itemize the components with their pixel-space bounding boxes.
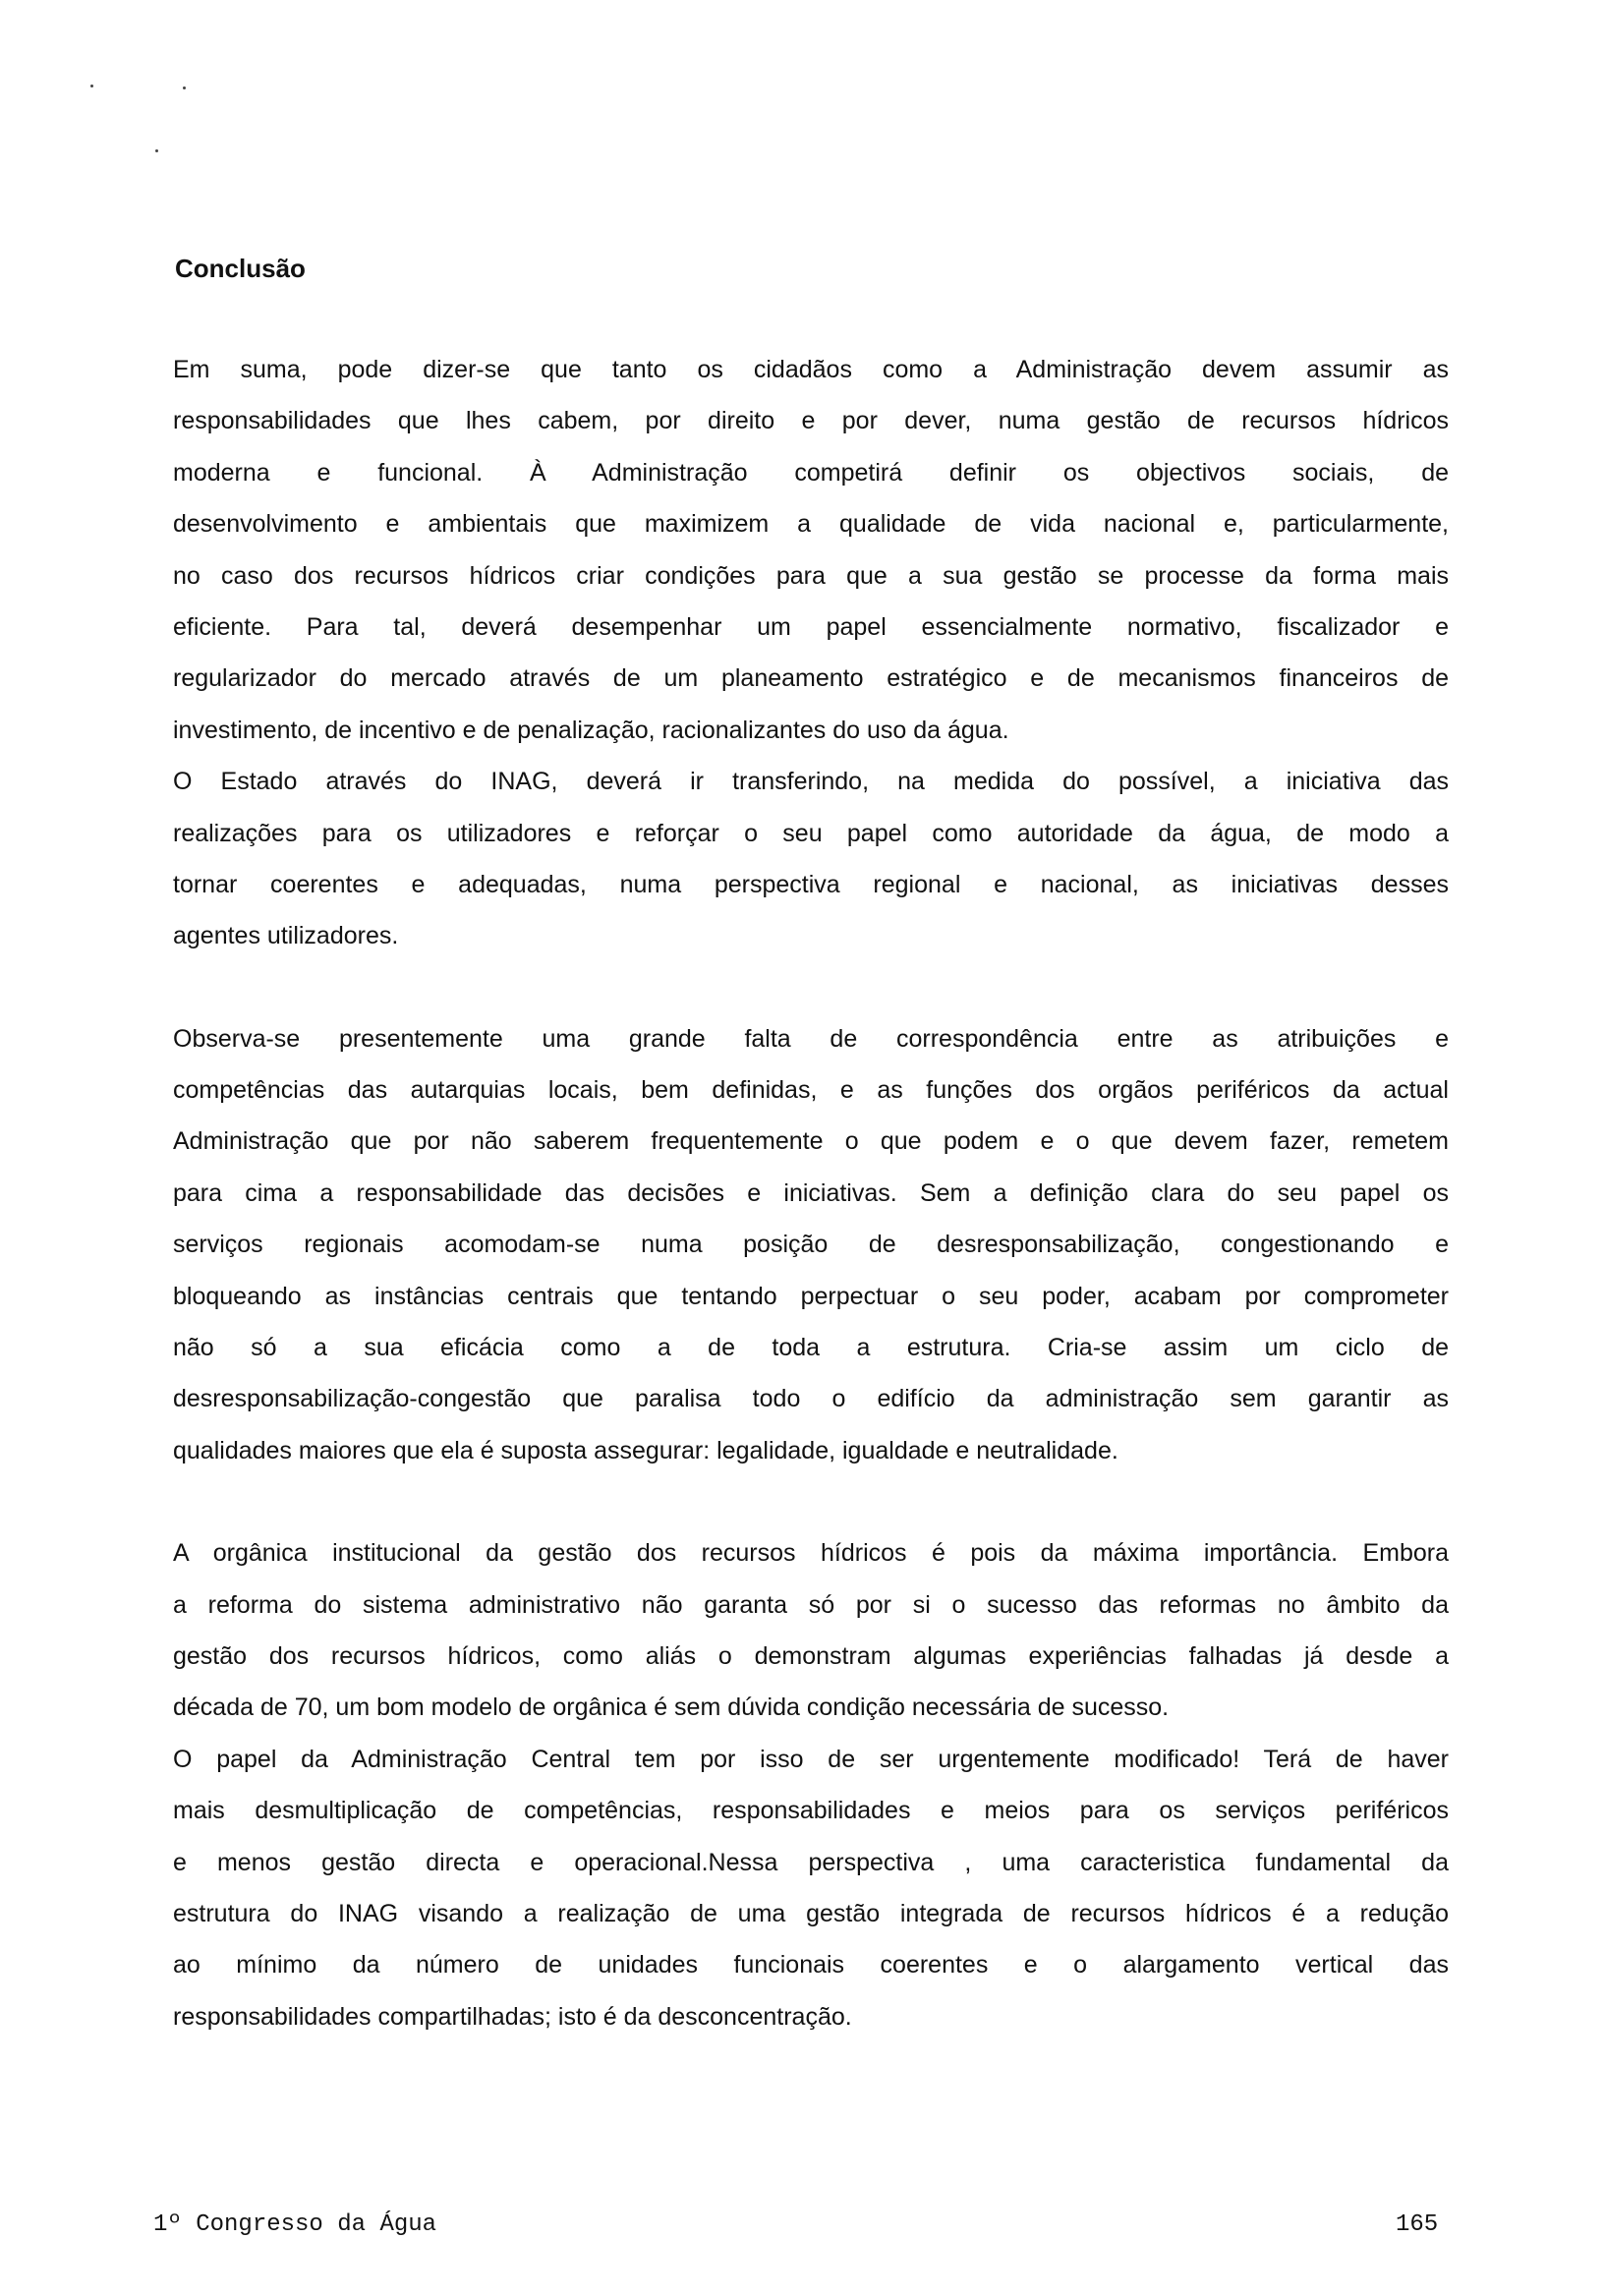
text-line: investimento, de incentivo e de penalização, racionalizantes do uso da água. [173,716,1009,744]
text-line: a reforma do sistema administrativo não garanta só por si o sucesso das reformas no âmbito da [173,1590,1449,1619]
text-line: realizações para os utilizadores e reforçar o seu papel como autoridade da água, de modo a [173,819,1449,847]
text-line: década de 70, um bom modelo de orgânica é sem dúvida condição necessária de sucesso. [173,1693,1170,1722]
text-line: qualidades maiores que ela é suposta assegurar: legalidade, igualdade e neutralidade. [173,1436,1118,1464]
text-line: tornar coerentes e adequadas, numa perspectiva regional e nacional, as iniciativas desses [173,870,1449,898]
text-line: ao mínimo da número de unidades funcionais coerentes e o alargamento vertical das [173,1951,1449,1980]
text-line: desenvolvimento e ambientais que maximizem a qualidade de vida nacional e, particularmente, [173,510,1449,539]
text-line: serviços regionais acomodam-se numa posição de desresponsabilização, congestionando e [173,1231,1449,1259]
text-line: bloqueando as instâncias centrais que tentando perpectuar o seu poder, acabam por comprometer [173,1282,1449,1310]
scan-speck [155,149,158,152]
paragraph [173,344,1449,962]
text-line: Em suma, pode dizer-se que tanto os cidadãos como a Administração devem assumir as [173,356,1449,383]
text-line: moderna e funcional. À Administração competirá definir os objectivos sociais, de [173,458,1449,487]
text-line: responsabilidades que lhes cabem, por direito e por dever, numa gestão de recursos hídricos [173,407,1449,435]
document-body [173,344,1449,2094]
scan-speck [90,85,93,87]
text-line: gestão dos recursos hídricos, como aliás o demonstram algumas experiências falhadas já desde a [173,1641,1449,1670]
text-line: para cima a responsabilidade das decisões e iniciativas. Sem a definição clara do seu papel os [173,1178,1449,1207]
text-line: eficiente. Para tal, deverá desempenhar um papel essencialmente normativo, fiscalizador e [173,612,1449,641]
page-number: 165 [1396,2211,1439,2238]
text-line: O Estado através do INAG, deverá ir transferindo, na medida do possível, a iniciativa das [173,768,1449,796]
text-line: regularizador do mercado através de um planeamento estratégico e de mecanismos financeiros de [173,664,1449,693]
text-line: desresponsabilização-congestão que paralisa todo o edifício da administração sem garantir as [173,1385,1449,1413]
text-line: mais desmultiplicação de competências, responsabilidades e meios para os serviços periféricos [173,1797,1449,1825]
text-line: agentes utilizadores. [173,922,399,950]
text-line: no caso dos recursos hídricos criar condições para que a sua gestão se processe da forma mais [173,561,1449,590]
text-line: O papel da Administração Central tem por isso de ser urgentemente modificado! Terá de haver [173,1745,1449,1773]
text-line: Administração que por não saberem frequentemente o que podem e o que devem fazer, remetem [173,1127,1449,1156]
paragraph [173,1527,1449,2042]
text-line: e menos gestão directa e operacional.Nessa perspectiva , uma caracteristica fundamental da [173,1848,1449,1876]
text-line: não só a sua eficácia como a de toda a estrutura. Cria-se assim um ciclo de [173,1334,1449,1362]
paragraph [173,1013,1449,1477]
section-heading: Conclusão [175,254,306,283]
text-line: competências das autarquias locais, bem definidas, e as funções dos orgãos periféricos da actual [173,1076,1449,1105]
scan-speck [183,86,186,89]
text-line: responsabilidades compartilhadas; isto é da desconcentração. [173,2002,852,2031]
text-line: Observa-se presentemente uma grande falta de correspondência entre as atribuições e [173,1024,1449,1053]
footer-conference-title: 1º Congresso da Água [153,2211,437,2238]
text-line: estrutura do INAG visando a realização de uma gestão integrada de recursos hídricos é a redução [173,1899,1449,1927]
text-line: A orgânica institucional da gestão dos recursos hídricos é pois da máxima importância. Embora [173,1539,1449,1568]
